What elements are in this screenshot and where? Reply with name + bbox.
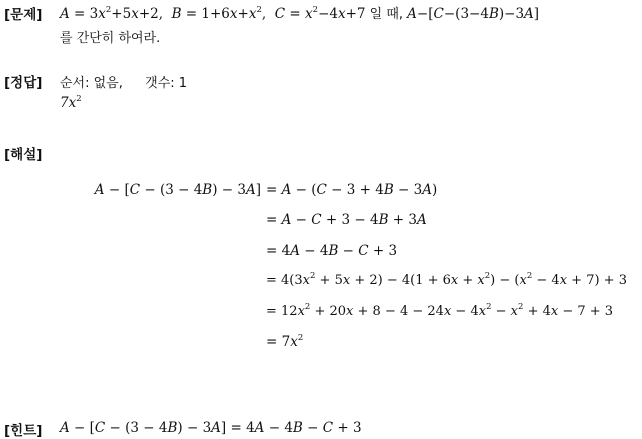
solution-step-4: = $4(3x^2 + 5x + 2) - 4(1 + 6x + x^2) - (x^2 - 4x + 7) + 3$: [266, 271, 627, 288]
solution-step-6: = $7x^2$: [266, 333, 304, 350]
solution-step-2: = A − C + 3 − 4B + 3A: [266, 212, 427, 228]
problem-instruction: 를 간단히 하여라.: [60, 31, 161, 46]
problem-when-text: 일 때,: [369, 7, 404, 22]
problem-statement-line-1: $A = 3x^2+5x+2$, $B = 1+6x+x^2$, $C = x^2-4x+7$ 일 때, A−[C−(3−4B)−3A]: [60, 5, 540, 22]
solution-label: [해설]: [4, 147, 43, 163]
answer-meta: [60, 72, 187, 91]
answer-order: 순서: 없음,: [60, 76, 123, 91]
hint-formula: A − [C − (3 − 4B) − 3A] = 4A − 4B − C + 3: [60, 420, 362, 436]
problem-label: [문제]: [4, 7, 43, 23]
answer-count: 갯수: 1: [145, 76, 188, 91]
solution-step-3: = 4A − 4B − C + 3: [266, 243, 398, 259]
solution-lhs: A − [C − (3 − 4B) − 3A]: [94, 182, 261, 198]
solution-step-1: = A − (C − 3 + 4B − 3A): [266, 182, 438, 198]
answer-value: $7x^2$: [60, 94, 82, 111]
hint-label: [힌트]: [4, 423, 43, 439]
solution-step-5: = $12x^2 + 20x + 8 - 4 - 24x - 4x^2 - x^2 + 4x - 7 + 3$: [266, 302, 614, 319]
answer-label: [정답]: [4, 75, 43, 91]
